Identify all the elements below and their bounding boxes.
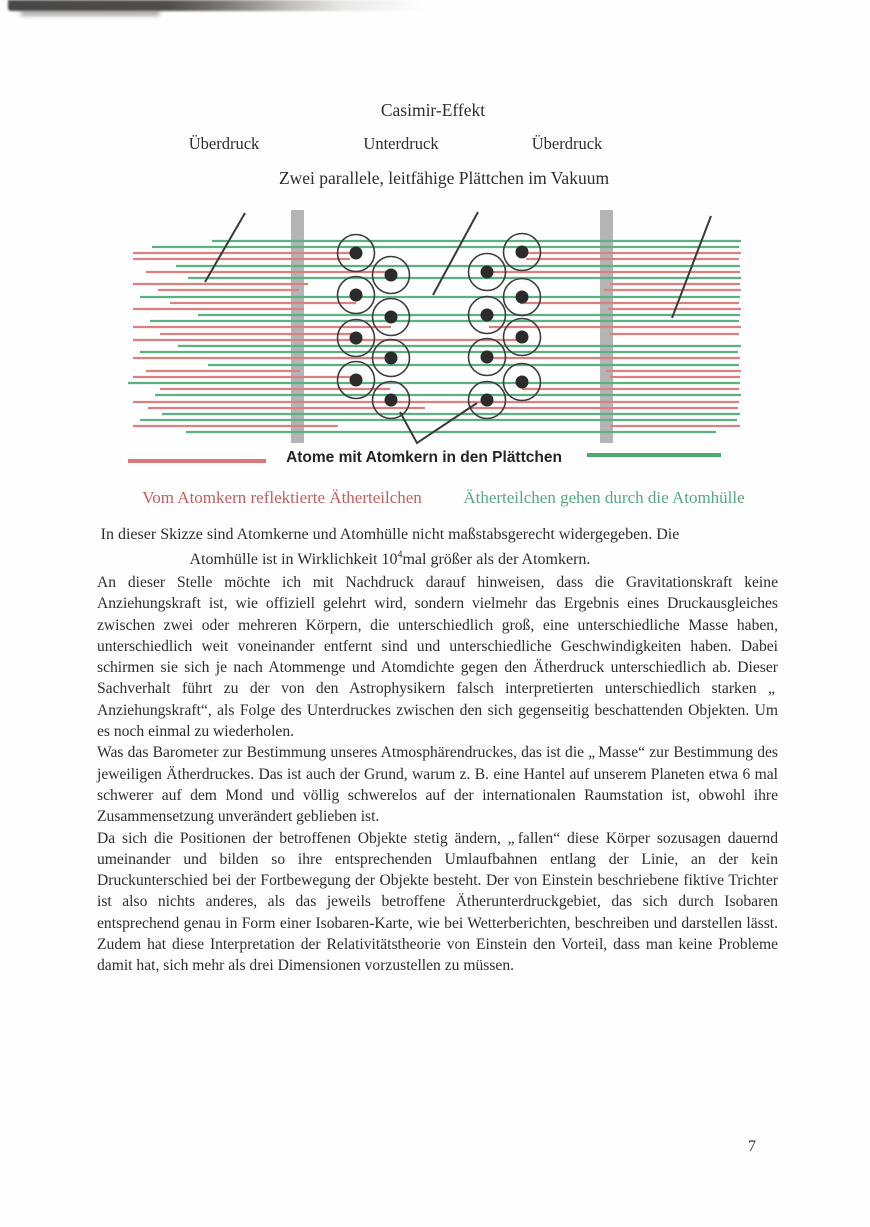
- legend-green-caption: Ätherteilchen gehen durch die Atomhülle: [463, 488, 745, 507]
- paragraph-gravitation: An dieser Stelle möchte ich mit Nachdruck darauf hinweisen, dass die Gravitationskraft keine Anziehungskraft ist, wie offiziell gelehrt wird, sondern vielmehr das Ergebnis eines Druckausgleiches zwischen zwei oder mehreren Körpern, die unterschiedlich groß, eine unterschiedliche Masse haben, unterschiedlich weit voneinander entfernt sind und unterschiedliche Geschwindigkeiten haben. Dabei schirmen sie sich je nach Atommenge und Atomdichte gegen den Ätherdruck unterschiedlich ab. Dieser Sachverhalt führt zu der von den Astrophysikern falsch interpretierten unterschiedlich starken „ Anziehungskraft“, als Folge des Unterdruckes zwischen den sich gegenseitig beschattenden Objekten. Um es noch einmal zu wiederholen.: [97, 574, 778, 741]
- casimir-diagram: [0, 0, 870, 480]
- body-text: [97, 572, 778, 977]
- legend-label-atoms: Atome mit Atomkern in den Plättchen: [286, 449, 562, 466]
- legend-red-caption: Vom Atomkern reflektierte Ätherteilchen: [142, 488, 422, 507]
- scale-note-exponent: 4: [397, 549, 403, 561]
- atom-nucleus: [350, 289, 363, 302]
- atom-nucleus: [350, 374, 363, 387]
- atom-nucleus: [516, 376, 529, 389]
- atom-nucleus: [350, 247, 363, 260]
- diagram-subtitle: Zwei parallele, leitfähige Plättchen im Vakuum: [278, 168, 610, 188]
- paragraph-orbits: Da sich die Positionen der betroffenen Objekte stetig ändern, „ fallen“ diese Körper sozusagen dauernd umeinander und bilden so ihre entsprechenden Umlaufbahnen entlang der Linie, an der kein Druckunterschied bei der Fortbewegung der Objekte besteht. Der von Einstein beschriebene fiktive Trichter ist also nichts anderes, als das jeweils betroffene Ätherunterdruckgebiet, das sich durch Isobaren entsprechend genau in Form einer Isobaren-Karte, wie bei Wetterberichten, beschreiben und darstellen lässt. Zudem hat diese Interpretation der Relativitätstheorie von Einstein den Vorteil, dass man keine Probleme damit hat, sich mehr als drei Dimensionen vorzustellen zu müssen.: [97, 829, 778, 975]
- pressure-label-middle: Unterdruck: [363, 134, 439, 153]
- atom-nucleus: [481, 309, 494, 322]
- paragraph-barometer: Was das Barometer zur Bestimmung unseres Atmosphärendruckes, das ist die „ Masse“ zur Bestimmung des jeweiligen Ätherdruckes. Das ist auch der Grund, warum z. B. eine Hantel auf unserem Planeten etwa 6 mal schwerer auf dem Mond und völlig schwerelos auf der internationalen Raumstation ist, obwohl ihre Zusammensetzung unverändert geblieben ist.: [97, 744, 778, 826]
- page-number: 7: [748, 1138, 756, 1155]
- atom-nucleus: [516, 291, 529, 304]
- atom-nucleus: [385, 269, 398, 282]
- atom-nucleus: [516, 331, 529, 344]
- atom-nucleus: [481, 351, 494, 364]
- page-title: Casimir-Effekt: [380, 100, 486, 120]
- atom-nucleus: [516, 246, 529, 259]
- scale-note-line2-post: mal größer als der Atomkern.: [402, 551, 591, 568]
- scale-note: [97, 522, 683, 572]
- scale-note-line1: In dieser Skizze sind Atomkerne und Atomhülle nicht maßstabsgerecht widergegeben. Die: [100, 526, 680, 543]
- atom-nucleus: [385, 311, 398, 324]
- atom-nucleus: [385, 352, 398, 365]
- atom-nucleus: [481, 266, 494, 279]
- atom-nucleus: [385, 394, 398, 407]
- pressure-label-left: Überdruck: [188, 134, 260, 153]
- pressure-label-right: Überdruck: [531, 134, 603, 153]
- scale-note-line2-pre: Atomhülle ist in Wirklichkeit 10: [189, 551, 398, 568]
- legend-red-line: [128, 459, 266, 463]
- atom-nucleus: [350, 332, 363, 345]
- legend-green-line: [587, 453, 721, 457]
- atom-nucleus: [481, 394, 494, 407]
